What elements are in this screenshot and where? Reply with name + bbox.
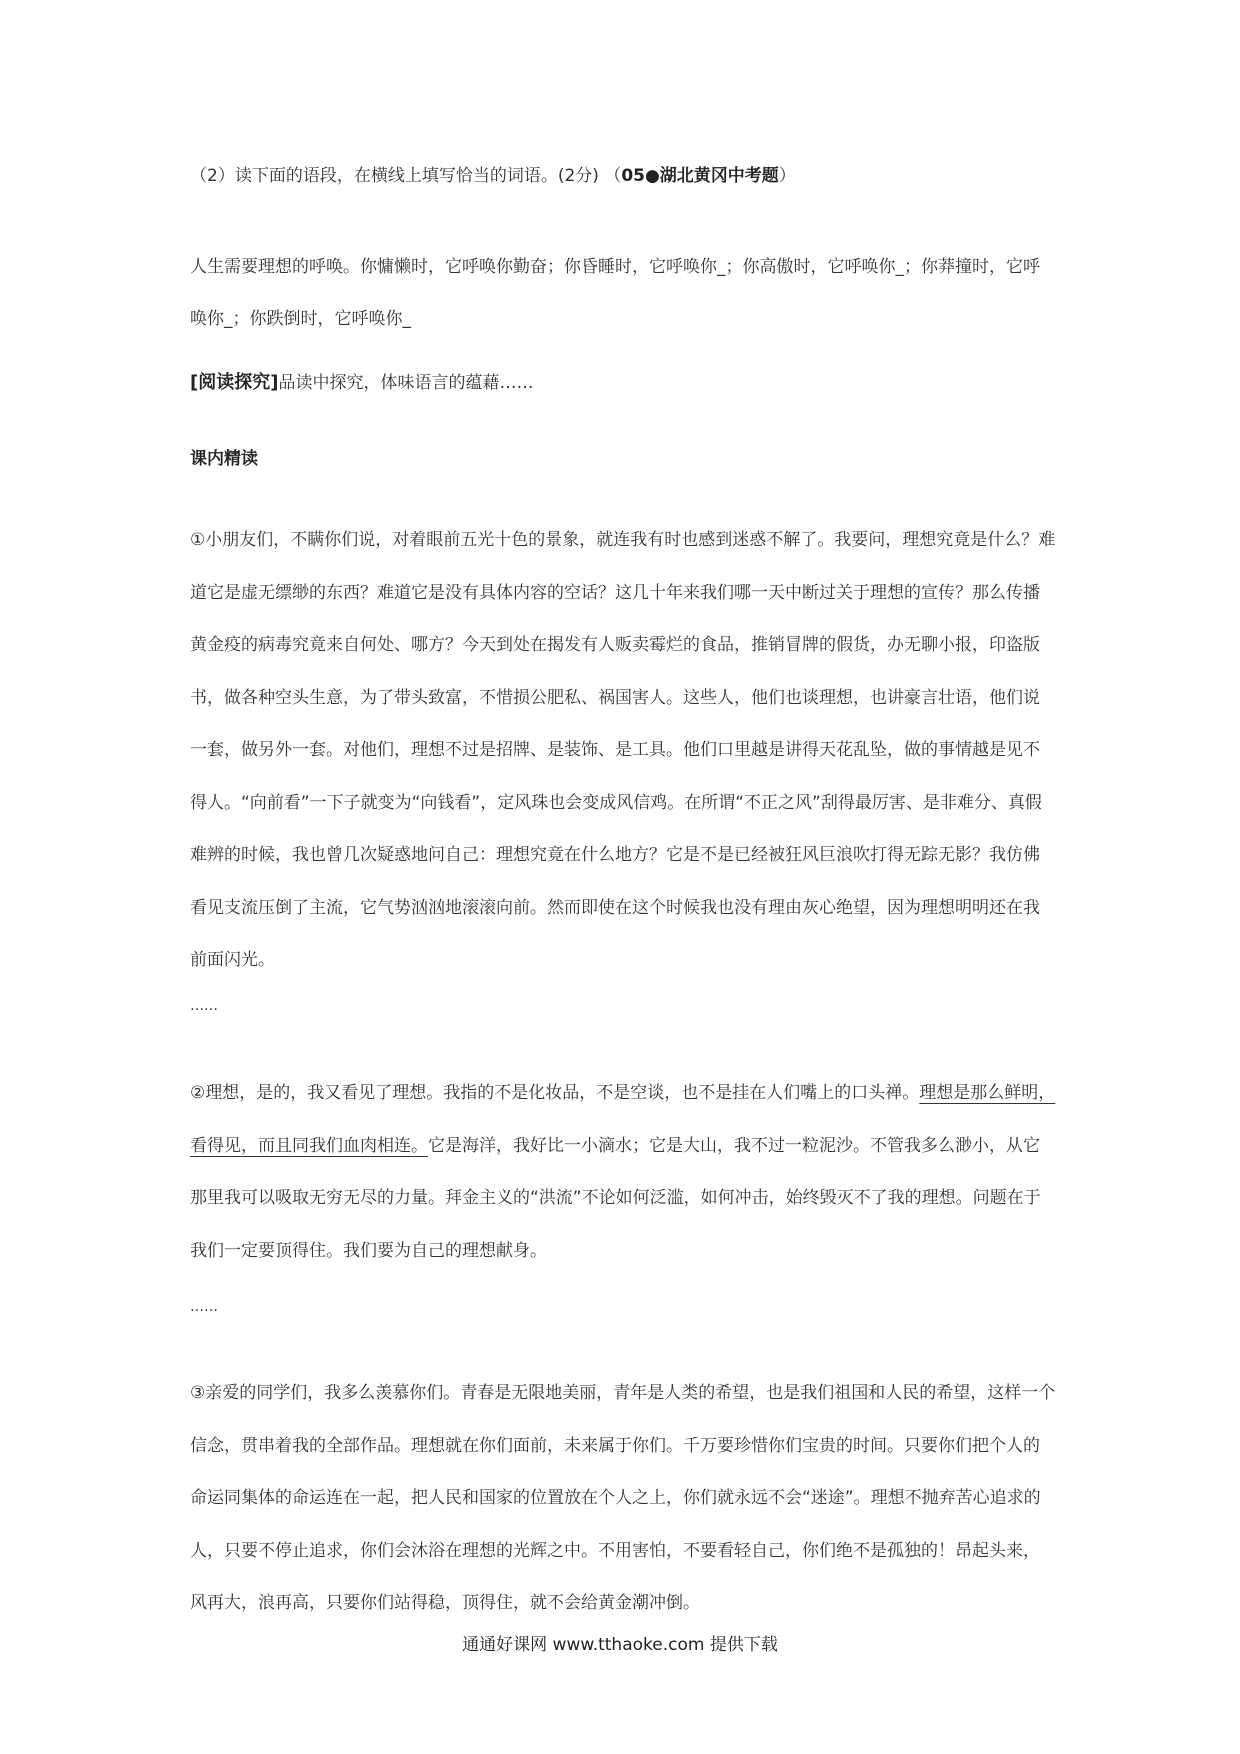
reading-inquiry-text: 品读中探究，体味语言的蕴藉…… <box>278 373 534 393</box>
paragraph-2 <box>190 1067 1056 1277</box>
reading-inquiry-tag: [阅读探究] <box>190 372 279 393</box>
question-2-close: ） <box>778 166 796 186</box>
question-2 <box>190 166 1056 186</box>
section-title: 课内精读 <box>190 449 258 469</box>
paragraph-2-underlined: 理想是那么鲜明，看得见，而且同我们血肉相连。 <box>190 1083 1056 1156</box>
paragraph-2-after: 它是海洋，我好比一小滴水；它是大山，我不过一粒泥沙。不管我多么渺小，从它那里我可以吸取无穷无尽的力量。拜金主义的“洪流”不论如何泛滥，如何冲击，始终毁灭不了我的理想。问题在于我们一定要顶得住。我们要为自己的理想献身。 <box>190 1135 1041 1261</box>
footer-download-note: 通通好课网 www.tthaoke.com 提供下载 <box>462 1635 778 1655</box>
paragraph-1: ①小朋友们，不瞒你们说，对着眼前五光十色的景象，就连我有时也感到迷惑不解了。我要问，理想究竟是什么？难道它是虚无缥缈的东西？难道它是没有具体内容的空话？这几十年来我们哪一天中断过关于理想的宣传？那么传播黄金疫的病毒究竟来自何处、哪方？今天到处在揭发有人贩卖霉烂的食品，推销冒牌的假货，办无聊小报，印盗版书，做各种空头生意，为了带头致富，不惜损公肥私、祸国害人。这些人，他们也谈理想，也讲豪言壮语，他们说一套，做另外一套。对他们，理想不过是招牌、是装饰、是工具。他们口里越是讲得天花乱坠，做的事情越是见不得人。“向前看”一下子就变为“向钱看”，定风珠也会变成风信鸡。在所谓“不正之风”刮得最厉害、是非难分、真假难辨的时候，我也曾几次疑惑地问自己：理想究竟在什么地方？它是不是已经被狂风巨浪吹打得无踪无影？我仿佛看见支流压倒了主流，它气势汹汹地滚滚向前。然而即使在这个时候我也没有理由灰心绝望，因为理想明明还在我前面闪光。 <box>190 530 1056 970</box>
reading-inquiry <box>190 372 1056 394</box>
paragraph-3: ③亲爱的同学们，我多么羡慕你们。青春是无限地美丽，青年是人类的希望，也是我们祖国和人民的希望，这样一个信念，贯串着我的全部作品。理想就在你们面前，未来属于你们。千万要珍惜你们宝贵的时间。只要你们把个人的命运同集体的命运连在一起，把人民和国家的位置放在个人之上，你们就永远不会“迷途”。理想不抛弃苦心追求的人，只要不停止追求，你们会沐浴在理想的光辉之中。不用害怕，不要看轻自己，你们绝不是孤独的！昂起头来，风再大，浪再高，只要你们站得稳，顶得住，就不会给黄金潮冲倒。 <box>190 1383 1056 1613</box>
fill-in-passage: 人生需要理想的呼唤。你慵懒时，它呼唤你勤奋；你昏睡时，它呼唤你_；你高傲时，它呼唤你_；你莽撞时，它呼唤你_；你跌倒时，它呼唤你_ <box>190 257 1040 329</box>
paragraph-2-before: ②理想，是的，我又看见了理想。我指的不是化妆品，不是空谈，也不是挂在人们嘴上的口头禅。 <box>190 1083 920 1103</box>
question-2-source: 05●湖北黄冈中考题 <box>621 166 779 186</box>
question-2-text: （2）读下面的语段，在横线上填写恰当的词语。(2分) （ <box>190 166 622 186</box>
ellipsis-1: …… <box>190 998 218 1014</box>
ellipsis-2: …… <box>190 1299 218 1315</box>
